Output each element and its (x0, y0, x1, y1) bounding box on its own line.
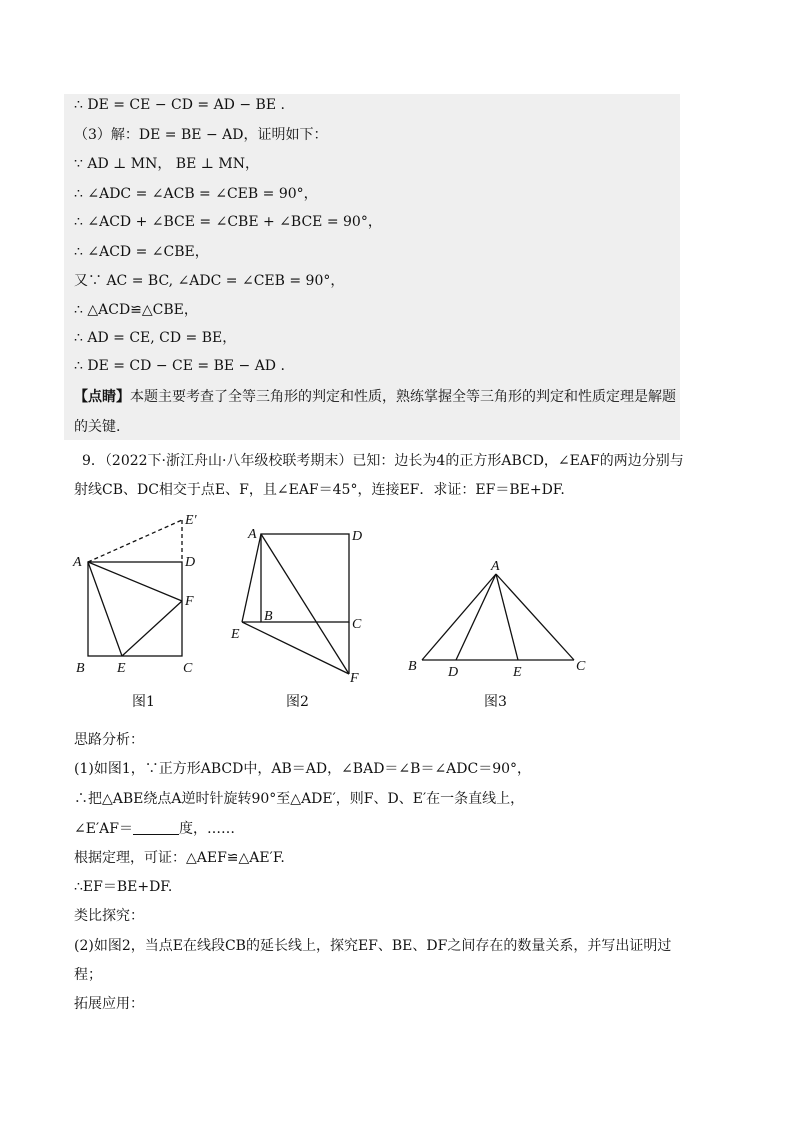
analysis-line-4: 根据定理，可证：△AEF≌△AE′F. (74, 850, 285, 866)
solution-line-7: 又∵ AC = BC, ∠ADC = ∠CEB = 90°， (74, 273, 345, 289)
fig1-label-E2: E′ (185, 513, 197, 528)
solution-line-2: （3）解：DE = BE − AD，证明如下： (74, 127, 328, 143)
analysis-line-3 (74, 820, 235, 838)
fig3-line-AB (422, 574, 496, 660)
fig2-label-D: D (352, 529, 363, 544)
comment-line-2: 的关键. (74, 419, 121, 435)
comment-tag: 【点睛】 (74, 389, 130, 405)
analysis-line-6: (2)如图2，当点E在线段CB的延长线上，探究EF、BE、DF之间存在的数量关系，并写出证明过 (74, 938, 672, 954)
comment-line-1 (74, 388, 676, 406)
figure-2 (228, 508, 378, 688)
figure-1-caption: 图1 (132, 694, 155, 710)
fig2-label-E: E (231, 627, 240, 642)
fig3-label-A: A (491, 559, 500, 574)
fig3-line-AD (456, 574, 496, 660)
fig2-label-A: A (248, 527, 257, 542)
solution-line-5: ∴ ∠ACD + ∠BCE = ∠CBE + ∠BCE = 90°， (74, 214, 382, 230)
analysis-line-3-start: ∠E′AF＝ (74, 821, 133, 837)
fig1-square (88, 562, 182, 656)
fig1-line-AF (88, 562, 182, 601)
analysis-line-1: (1)如图1，∵正方形ABCD中，AB＝AD，∠BAD＝∠B＝∠ADC＝90°， (74, 761, 532, 777)
analysis-line-7: 程； (74, 967, 102, 983)
analysis-heading: 思路分析： (74, 732, 144, 748)
fig3-line-AC (496, 574, 574, 660)
fig1-line-AE2 (88, 520, 182, 562)
figure-1 (70, 508, 220, 678)
analysis-line-3-end: 度，…… (178, 821, 235, 837)
solution-line-6: ∴ ∠ACD = ∠CBE， (74, 244, 209, 260)
solution-line-8: ∴ △ACD≌△CBE， (74, 302, 198, 318)
fig3-label-B: B (408, 659, 417, 674)
problem-line-2: 射线CB、DC相交于点E、F，且∠EAF＝45°，连接EF．求证：EF＝BE+DF. (74, 482, 565, 498)
analysis-line-5: ∴EF＝BE+DF. (74, 879, 173, 895)
figure-1-diagram (70, 508, 220, 678)
solution-line-1: ∴ DE = CE − CD = AD − BE . (74, 97, 285, 113)
fig2-line-AE (242, 534, 261, 622)
extension-heading: 拓展应用： (74, 996, 144, 1012)
solution-line-4: ∴ ∠ADC = ∠ACB = ∠CEB = 90°， (74, 186, 318, 202)
solution-line-3: ∵ AD ⊥ MN， BE ⊥ MN， (74, 156, 259, 172)
figure-3 (400, 508, 600, 678)
figure-3-caption: 图3 (484, 694, 507, 710)
figure-3-diagram (400, 508, 600, 678)
figure-2-caption: 图2 (286, 694, 309, 710)
problem-line-1: 9．（2022下·浙江舟山·八年级校联考期末）已知：边长为4的正方形ABCD，∠EAF的两边分别与 (82, 453, 684, 469)
fig1-label-B: B (76, 661, 85, 676)
fig1-label-F: F (185, 594, 194, 609)
fig1-line-EF (122, 601, 182, 656)
fig1-line-AE (88, 562, 122, 656)
fig3-label-D: D (448, 665, 459, 680)
fig1-label-C: C (183, 661, 193, 676)
fig3-label-E: E (513, 665, 522, 680)
fig2-square (261, 534, 349, 622)
fig1-label-A: A (73, 555, 82, 570)
fig3-label-C: C (576, 659, 586, 674)
fig2-label-B: B (264, 609, 273, 624)
answer-blank[interactable] (133, 820, 179, 835)
fig2-label-F: F (350, 671, 359, 686)
solution-line-10: ∴ DE = CD − CE = BE − AD . (74, 358, 285, 374)
fig2-label-C: C (352, 617, 362, 632)
figure-2-diagram (228, 508, 378, 688)
fig1-label-E: E (117, 661, 126, 676)
analysis-line-2: ∴把△ABE绕点A逆时针旋转90°至△ADE′，则F、D、E′在一条直线上， (74, 791, 525, 807)
fig1-label-D: D (185, 555, 196, 570)
analogy-heading: 类比探究： (74, 908, 144, 924)
solution-line-9: ∴ AD = CE, CD = BE， (74, 330, 237, 346)
comment-text-1: 本题主要考查了全等三角形的判定和性质，熟练掌握全等三角形的判定和性质定理是解题 (130, 389, 676, 405)
